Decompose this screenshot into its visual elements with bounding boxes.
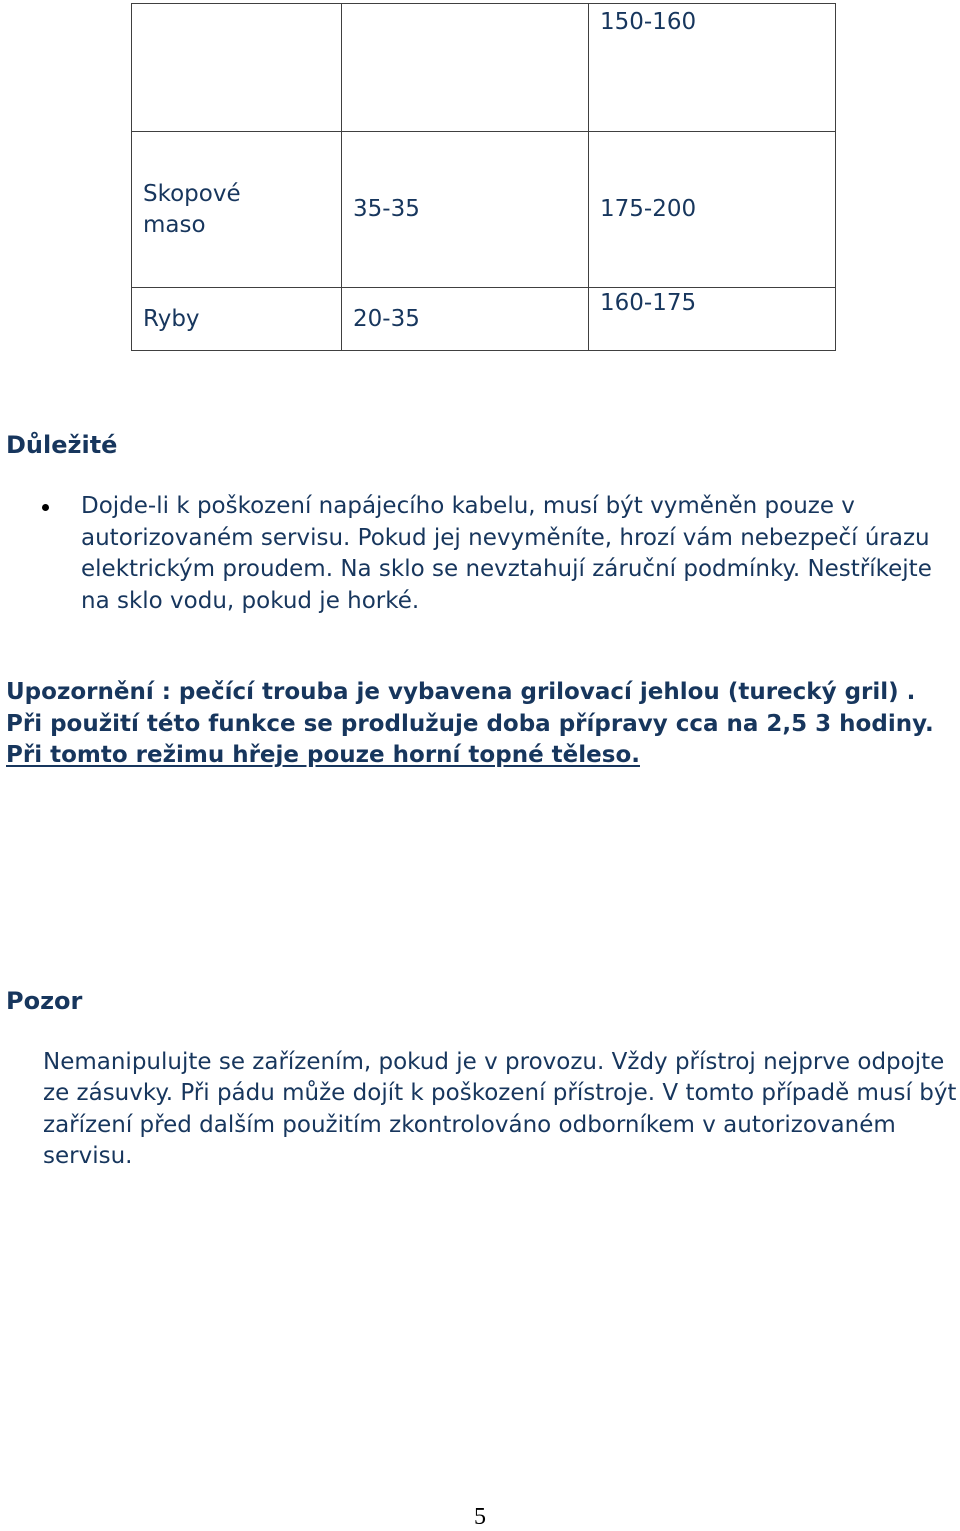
table-cell-time: 35-35 — [342, 132, 589, 288]
important-list — [0, 491, 960, 617]
important-text: Dojde-li k poškození napájecího kabelu, musí být vyměněn pouze v autorizovaném servisu. Pokud jej nevyměníte, hrozí vám nebezpečí úrazu elektrickým proudem. Na sklo se nevztahují záruční podmínky. Nestříkejte na sklo vodu, pokud je horké. — [81, 493, 932, 614]
caution-heading: Pozor — [6, 987, 83, 1015]
table-cell-food: Ryby — [132, 288, 342, 351]
warning-paragraph — [6, 677, 956, 772]
important-heading: Důležité — [6, 431, 118, 459]
page-number: 5 — [474, 1504, 486, 1530]
table-cell-temperature: 175-200 — [589, 132, 836, 288]
cooking-table — [131, 3, 836, 351]
table-cell-time — [342, 4, 589, 132]
warning-underlined-text: Při tomto režimu hřeje pouze horní topné těleso. — [6, 742, 640, 768]
table-cell-temperature — [589, 288, 836, 351]
table-cell-food — [132, 4, 342, 132]
table-cell-temperature-text: 160-175 — [600, 290, 697, 316]
list-item — [0, 491, 960, 617]
caution-text: Nemanipulujte se zařízením, pokud je v provozu. Vždy přístroj nejprve odpojte ze zásuvky. Při pádu může dojít k poškození přístroje. V tomto případě musí být zařízení před dalším použitím zkontrolováno odborníkem v autorizovaném servisu. — [43, 1049, 957, 1169]
table-row — [132, 4, 836, 132]
table-row — [132, 288, 836, 351]
table-row — [132, 132, 836, 288]
warning-text: Upozornění : pečící trouba je vybavena grilovací jehlou (turecký gril) . Při použití této funkce se prodlužuje doba přípravy cca na 2,5 3 hodiny. — [6, 679, 934, 737]
table-cell-temperature: 150-160 — [589, 4, 836, 132]
table-cell-time: 20-35 — [342, 288, 589, 351]
table-cell-food: Skopové maso — [132, 132, 342, 288]
bullet-icon — [42, 504, 49, 511]
